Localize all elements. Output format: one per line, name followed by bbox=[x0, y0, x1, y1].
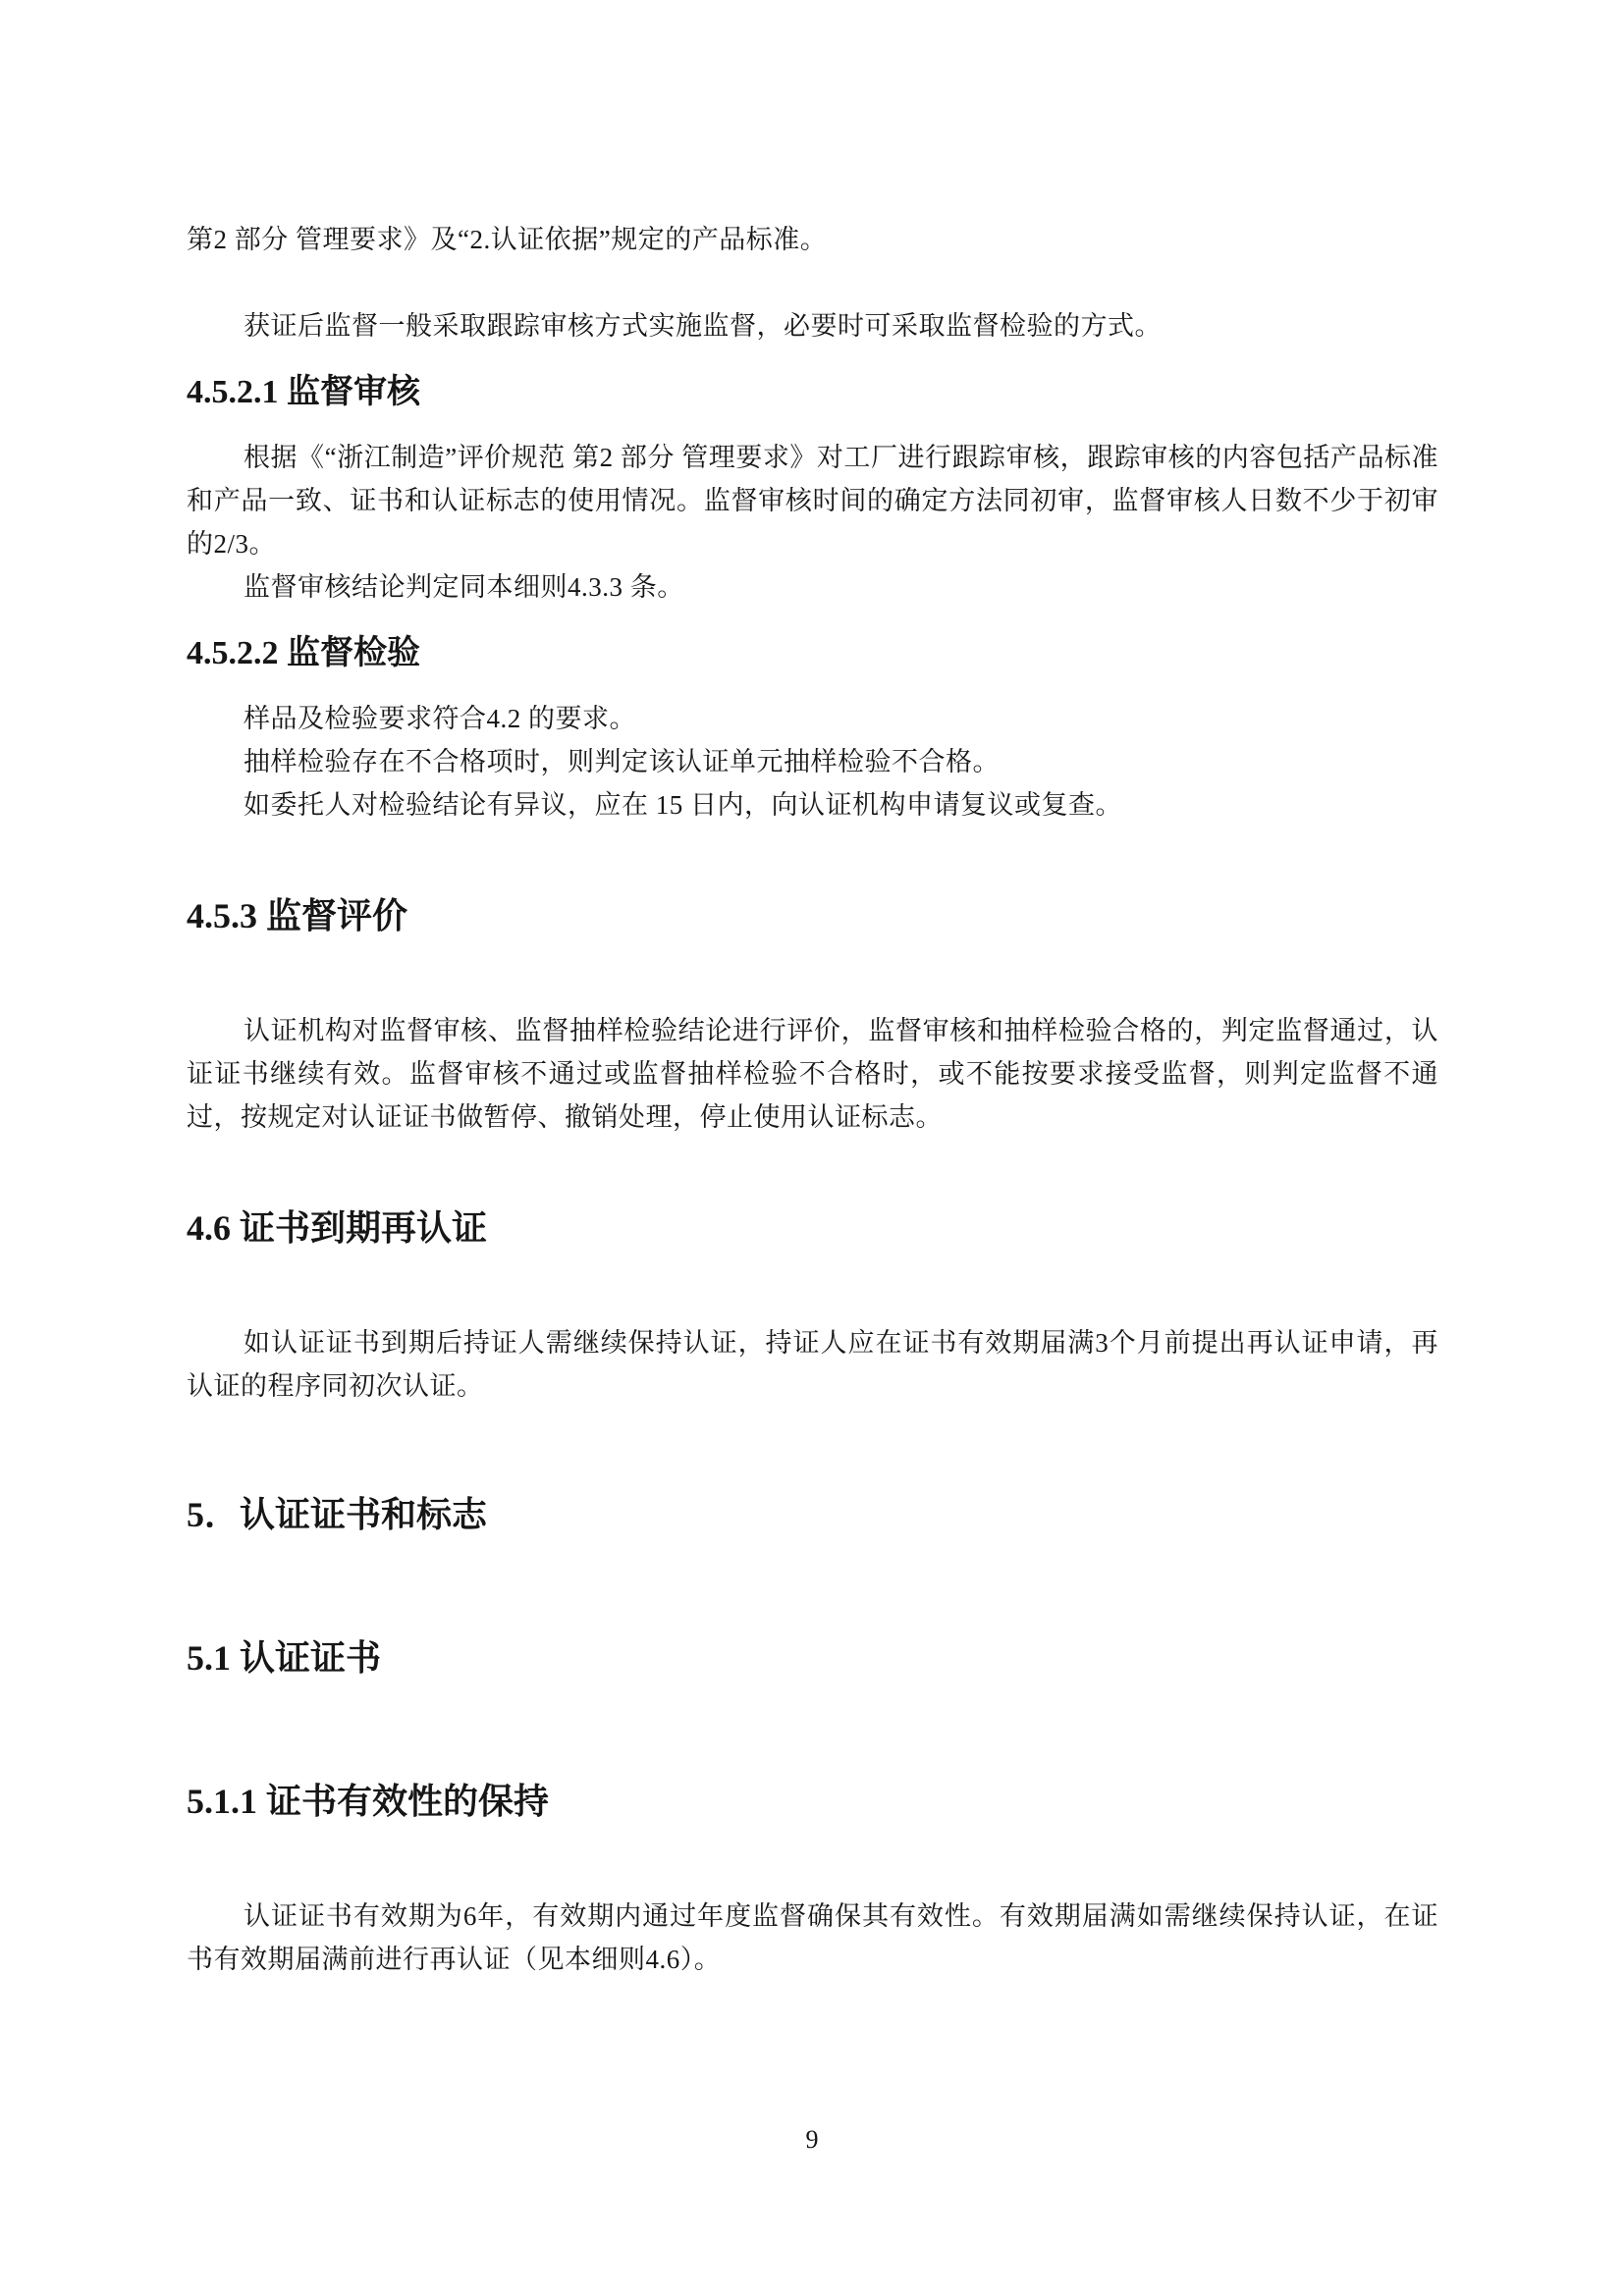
paragraph-supervision-evaluation: 认证机构对监督审核、监督抽样检验结论进行评价，监督审核和抽样检验合格的，判定监督通过，认证证书继续有效。监督审核不通过或监督抽样检验不合格时，或不能按要求接受监督，则判定监督不通过，按规定对认证证书做暂停、撤销处理，停止使用认证标志。 bbox=[187, 1016, 1438, 1132]
paragraph-follow-up-audit: 根据《“浙江制造”评价规范 第2 部分 管理要求》对工厂进行跟踪审核，跟踪审核的内容包括产品标准和产品一致、证书和认证标志的使用情况。监督审核时间的确定方法同初审，监督审核人日数不少于初审的2/3。 bbox=[187, 443, 1438, 559]
paragraph-certificate-validity: 认证证书有效期为6年，有效期内通过年度监督确保其有效性。有效期届满如需继续保持认证，在证书有效期届满前进行再认证（见本细则4.6）。 bbox=[187, 1901, 1438, 1974]
heading-4-5-2-2-supervision-inspection: 4.5.2.2 监督检验 bbox=[187, 635, 420, 671]
heading-4-5-3-supervision-evaluation: 4.5.3 监督评价 bbox=[187, 896, 408, 935]
paragraph-supervision-approach: 获证后监督一般采取跟踪审核方式实施监督，必要时可采取监督检验的方式。 bbox=[244, 311, 1162, 341]
paragraph-standard-continuation: 第2 部分 管理要求》及“2.认证依据”规定的产品标准。 bbox=[187, 225, 828, 254]
paragraph-objection-review: 如委托人对检验结论有异议，应在 15 日内，向认证机构申请复议或复查。 bbox=[244, 790, 1122, 820]
heading-5-1-certificate: 5.1 认证证书 bbox=[187, 1638, 382, 1678]
heading-5-1-1-certificate-validity: 5.1.1 证书有效性的保持 bbox=[187, 1782, 550, 1821]
heading-4-6-recertification: 4.6 证书到期再认证 bbox=[187, 1208, 488, 1248]
paragraph-recertification: 如认证证书到期后持证人需继续保持认证，持证人应在证书有效期届满3个月前提出再认证申请，再认证的程序同初次认证。 bbox=[187, 1328, 1438, 1401]
page-number: 9 bbox=[805, 2125, 819, 2154]
paragraph-sampling-nonconformity: 抽样检验存在不合格项时，则判定该认证单元抽样检验不合格。 bbox=[244, 747, 1000, 776]
heading-4-5-2-1-supervision-audit: 4.5.2.1 监督审核 bbox=[187, 374, 420, 410]
paragraph-sample-requirements: 样品及检验要求符合4.2 的要求。 bbox=[244, 704, 636, 733]
heading-5-certificate-and-mark: 5．认证证书和标志 bbox=[187, 1495, 488, 1534]
paragraph-audit-conclusion: 监督审核结论判定同本细则4.3.3 条。 bbox=[244, 572, 684, 602]
